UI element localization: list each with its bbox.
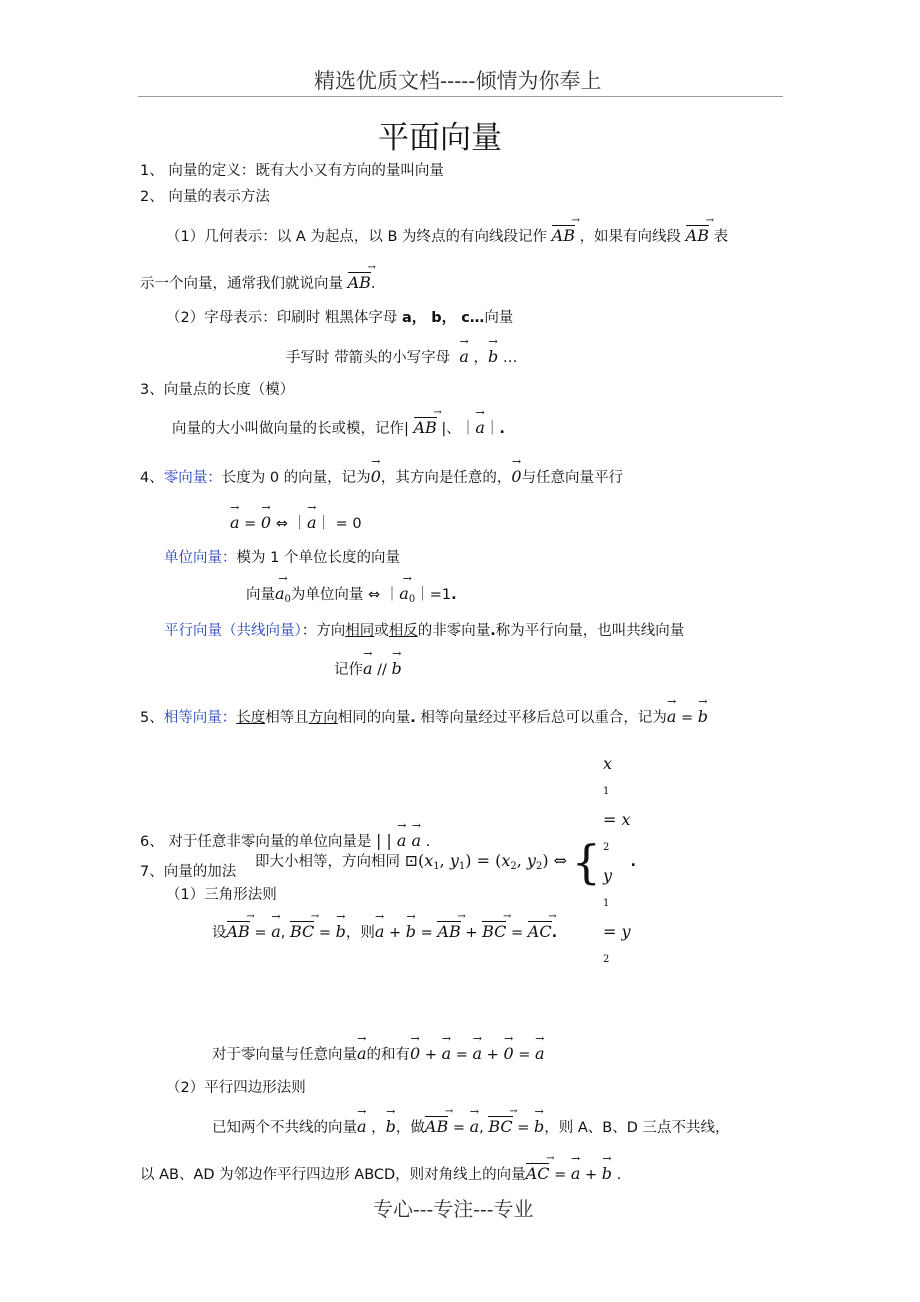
header-rule <box>138 96 783 97</box>
item-2-geometric-cont: 示一个向量，通常我们就说向量 AB →. <box>140 273 376 294</box>
vector-AB: AB → <box>348 273 371 293</box>
vector-a: → a <box>667 707 677 727</box>
vector-b: → b <box>386 1117 396 1137</box>
text: 模为 1 个单位长度的向量 <box>236 550 400 566</box>
vector-a0: → $a_0$ <box>399 584 415 610</box>
vector-b: → b <box>698 707 708 727</box>
vector-a: → a <box>357 1117 367 1137</box>
item-5: 5、相等向量：长度相等且方向相同的向量. 相等向量经过平移后总可以重合，记为→ a = → b <box>140 707 708 728</box>
vector-a: → a <box>271 922 281 942</box>
underline-same: 相同 <box>345 623 375 639</box>
text: 与任意向量平行 <box>521 470 624 486</box>
text: 即大小相等，方向相同 <box>255 854 400 870</box>
vector-AB: AB → <box>552 226 575 246</box>
item-6: 6、 对于任意非零向量的单位向量是 | | → a → a . <box>140 831 430 852</box>
vector-AC: AC → <box>526 1164 550 1184</box>
text: （2）字母表示：印刷时 粗黑体字母 <box>166 310 398 326</box>
text: ：方向 <box>301 623 346 639</box>
parallel-vector-label: 平行向量（共线向量） <box>164 623 302 639</box>
equal-vector-label: 相等向量： <box>163 710 237 726</box>
item-7-triangle: （1）三角形法则 <box>166 887 277 903</box>
vector-a: → a <box>375 922 385 942</box>
vector-a: → a <box>307 513 317 533</box>
text: 为单位向量 <box>290 587 364 603</box>
page-header: 精选优质文档-----倾情为你奉上 <box>314 69 602 93</box>
item-3-desc: 向量的大小叫做向量的长或模，记作| AB → |、｜→ a｜. <box>172 418 505 439</box>
item-2-geometric <box>166 226 728 247</box>
vector-AB: AB → <box>414 418 437 438</box>
bold-letters: a， b， c… <box>401 310 485 326</box>
vector-a: → a <box>459 347 469 367</box>
text: 向量 <box>246 587 275 603</box>
text: 向量的大小叫做向量的长或模，记作| <box>172 421 409 437</box>
underline-length: 长度 <box>236 710 266 726</box>
text: 表 <box>713 229 729 245</box>
text: 长度为 0 的向量，记为 <box>221 470 371 486</box>
coordinate-equation: $⊡(x_1$, $y_1) = (x_2$, $y_2$) ⇔ <box>404 851 568 872</box>
equation-system: x 1 = x 2 y 1 = y 2 <box>602 754 631 965</box>
vector-b: → b <box>602 1164 612 1184</box>
vector-BC: BC → <box>488 1117 512 1137</box>
text: 相等且 <box>265 710 309 726</box>
text: 6、 对于任意非零向量的单位向量是 <box>140 834 372 850</box>
vector-a: → a <box>470 1117 480 1137</box>
vector-AB: AB → <box>686 226 709 246</box>
item-2: 2、 向量的表示方法 <box>140 189 270 205</box>
text: ，则 <box>345 925 375 941</box>
text: 手写时 带箭头的小写字母 <box>286 350 451 366</box>
vector-b: → b <box>392 659 402 679</box>
text: 示一个向量，通常我们就说向量 <box>140 276 343 292</box>
vector-BC: BC → <box>482 922 506 942</box>
item-7: 7、向量的加法 <box>140 864 237 880</box>
text: ｜ = 0 <box>316 516 362 532</box>
parallel-notation: 记作→ a // → b <box>334 659 402 680</box>
item-7-parallelogram: （2）平行四边形法则 <box>166 1080 306 1096</box>
vector-b: → b <box>534 1117 544 1137</box>
vector-a: → a <box>363 659 373 679</box>
zero-vector: → 0 <box>410 1044 420 1064</box>
text: ｜=1 <box>415 587 452 603</box>
vector-a: → a <box>357 1044 367 1064</box>
vector-AC: AC → <box>528 922 552 942</box>
vector-a: → a <box>475 418 485 438</box>
equal-equation: 即大小相等，方向相同 $⊡(x_1$, $y_1) = (x_2$, $y_2$) ⇔ { x 1 = x 2 y 1 = y 2 . <box>255 750 636 974</box>
text: ，做 <box>395 1120 425 1136</box>
vector-a: → a <box>230 513 240 533</box>
vector-b: → b <box>336 922 346 942</box>
text: 对于零向量与任意向量 <box>212 1047 357 1063</box>
text: 设 <box>212 925 227 941</box>
text: 记作 <box>334 662 363 678</box>
vector-a: → a <box>473 1044 483 1064</box>
vector-a: → a <box>571 1164 581 1184</box>
vector-b: → b <box>406 922 416 942</box>
zero-vector: → 0 <box>511 467 521 487</box>
parallelogram-text: 已知两个不共线的向量→ a ，→ b，做AB → = → a, BC → = → b，则 A、B、D 三点不共线， <box>212 1117 730 1138</box>
zero-vector: → 0 <box>261 513 271 533</box>
text: 相等向量经过平移后总可以重合，记为 <box>420 710 667 726</box>
vector-a: → a <box>442 1044 452 1064</box>
text: ，如果有向线段 <box>579 229 682 245</box>
zero-vector: → 0 <box>371 467 381 487</box>
parallel-vector: 平行向量（共线向量）：方向相同或相反的非零向量.称为平行向量，也叫共线向量 <box>164 623 685 639</box>
item-3: 3、向量点的长度（模） <box>140 382 295 398</box>
zero-addition: 对于零向量与任意向量→ a的和有→ 0 + → a = → a + → 0 = → a <box>212 1044 545 1065</box>
zero-vector: → 0 <box>503 1044 513 1064</box>
text: 的和有 <box>366 1047 411 1063</box>
text: ，其方向是任意的， <box>380 470 512 486</box>
text: （1）几何表示：以 A 为起点，以 B 为终点的有向线段记作 <box>166 229 548 245</box>
triangle-equation: 设AB → = → a, BC → = → b，则→ a + → b = AB → + BC → = AC →. <box>212 922 557 943</box>
item-2-handwrite: 手写时 带箭头的小写字母 → a ，→ b … <box>286 347 517 368</box>
item-4: 4、零向量：长度为 0 的向量，记为→ 0，其方向是任意的，→ 0与任意向量平行 <box>140 467 623 488</box>
page-title: 平面向量 <box>378 120 502 156</box>
page-footer: 专心---专注---专业 <box>373 1197 534 1221</box>
text: 的非零向量 <box>417 623 491 639</box>
vector-a: → a <box>535 1044 545 1064</box>
vector-a0: → $a_0$ <box>275 584 291 610</box>
unit-equation: 向量→ $a_0$为单位向量 ⇔ ｜→ $a_0|=1$. <box>246 584 457 610</box>
vector-AB: AB → <box>437 922 460 942</box>
text: 以 AB、AD 为邻边作平行四边形 ABCD，则对角线上的向量 <box>140 1167 526 1183</box>
text: 相同的向量 <box>337 710 411 726</box>
text: 称为平行向量，也叫共线向量 <box>495 623 685 639</box>
text: 已知两个不共线的向量 <box>212 1120 357 1136</box>
item-2-letter <box>166 308 513 328</box>
parallelogram-text-cont: 以 AB、AD 为邻边作平行四边形 ABCD，则对角线上的向量AC → = → a + → b . <box>140 1164 621 1185</box>
item-1: 1、 向量的定义：既有大小又有方向的量叫向量 <box>140 163 444 179</box>
left-brace: { <box>571 835 601 889</box>
underline-direction: 方向 <box>308 710 338 726</box>
unit-vector <box>164 548 400 568</box>
vector-BC: BC → <box>290 922 314 942</box>
underline-opposite: 相反 <box>388 623 418 639</box>
vector-AB: AB → <box>227 922 250 942</box>
zero-equation: → a = → 0 ⇔ ｜→ a｜ = 0 <box>230 513 362 534</box>
unit-vector-label: 单位向量： <box>164 550 237 566</box>
vector-AB: AB → <box>425 1117 448 1137</box>
text: ，则 A、B、D 三点不共线， <box>544 1120 730 1136</box>
text: 向量 <box>484 310 514 326</box>
text: 或 <box>374 623 389 639</box>
unit-vector-formula: | | → a → a <box>376 831 421 850</box>
zero-vector-label: 零向量： <box>163 470 222 486</box>
vector-b: → b <box>488 347 498 367</box>
